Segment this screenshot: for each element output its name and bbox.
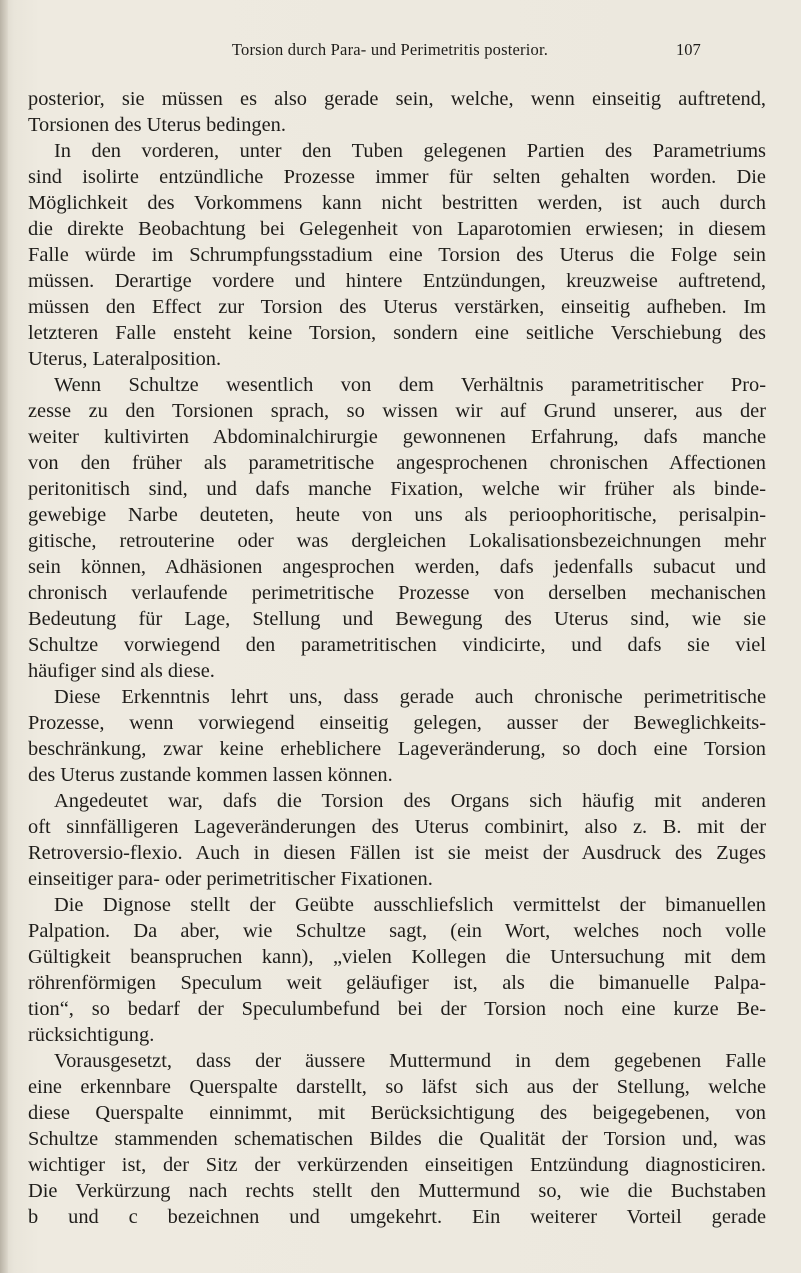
text-line: Diese Erkenntnis lehrt uns, dass gerade auch chronische perimetritische (54, 686, 766, 708)
text-line: Die Verkürzung nach rechts stellt den Muttermund so, wie die Buchstaben (28, 1180, 766, 1202)
text-line: von den früher als parametritische angesprochenen chronischen Affectionen (28, 452, 766, 474)
text-line: oft sinnfälligeren Lageveränderungen des Uterus combinirt, also z. B. mit der (28, 816, 766, 838)
text-line: tion“, so bedarf der Speculumbefund bei der Torsion noch eine kurze Be- (28, 998, 766, 1020)
text-line: sind isolirte entzündliche Prozesse immer für selten gehalten worden. Die (28, 166, 766, 188)
text-line: weiter kultivirten Abdominalchirurgie gewonnenen Erfahrung, dafs manche (28, 426, 766, 448)
text-line: letzteren Falle ensteht keine Torsion, sondern eine seitliche Verschiebung des (28, 322, 766, 344)
text-line: häufiger sind als diese. (28, 660, 215, 682)
text-line: zesse zu den Torsionen sprach, so wissen wir auf Grund unserer, aus der (28, 400, 766, 422)
running-title: Torsion durch Para- und Perimetritis posterior. (231, 40, 549, 59)
text-line: gitische, retrouterine oder was dergleichen Lokalisationsbezeichnungen mehr (28, 530, 766, 552)
text-line: In den vorderen, unter den Tuben gelegenen Partien des Parametriums (54, 140, 766, 162)
body-text (28, 86, 766, 1230)
text-line: Schultze stammenden schematischen Bildes die Qualität der Torsion und, was (28, 1128, 766, 1150)
text-line: Falle würde im Schrumpfungsstadium eine Torsion des Uterus die Folge sein (28, 244, 766, 266)
text-line: Möglichkeit des Vorkommens kann nicht bestritten werden, ist auch durch (28, 192, 766, 214)
text-line: b und c bezeichnen und umgekehrt. Ein weiterer Vorteil gerade (28, 1206, 766, 1228)
text-line: sein können, Adhäsionen angesprochen werden, dafs jedenfalls subacut und (28, 556, 766, 578)
text-line: Die Dignose stellt der Geübte ausschliefslich vermittelst der bimanuellen (54, 894, 766, 916)
text-line: einseitiger para- oder perimetritischer Fixationen. (28, 868, 433, 890)
page-header (0, 40, 801, 70)
text-line: diese Querspalte einnimmt, mit Berücksichtigung des beigegebenen, von (28, 1102, 766, 1124)
text-line: gewebige Narbe deuteten, heute von uns als perioophoritische, perisalpin- (28, 504, 766, 526)
text-line: Vorausgesetzt, dass der äussere Muttermund in dem gegebenen Falle (54, 1050, 766, 1072)
text-line: Uterus, Lateralposition. (28, 348, 222, 370)
text-line: posterior, sie müssen es also gerade sein, welche, wenn einseitig auftretend, (28, 88, 766, 110)
text-line: des Uterus zustande kommen lassen können. (28, 764, 393, 786)
text-line: rücksichtigung. (28, 1024, 155, 1046)
page-gutter-shadow (0, 0, 8, 1273)
text-line: die direkte Beobachtung bei Gelegenheit von Laparotomien erwiesen; in diesem (28, 218, 766, 240)
text-line: wichtiger ist, der Sitz der verkürzenden einseitigen Entzündung diagnosticiren. (28, 1154, 766, 1176)
text-line: Prozesse, wenn vorwiegend einseitig gelegen, ausser der Beweglichkeits- (28, 712, 766, 734)
text-line: Wenn Schultze wesentlich von dem Verhältnis parametritischer Pro- (54, 374, 766, 396)
text-line: Schultze vorwiegend den parametritischen vindicirte, und dafs sie viel (28, 634, 766, 656)
text-line: Palpation. Da aber, wie Schultze sagt, (ein Wort, welches noch volle (28, 920, 766, 942)
page-number: 107 (676, 40, 701, 59)
text-line: müssen. Derartige vordere und hintere Entzündungen, kreuzweise auftretend, (28, 270, 766, 292)
text-line: Gültigkeit beanspruchen kann), „vielen Kollegen die Untersuchung mit dem (28, 946, 766, 968)
text-line: Angedeutet war, dafs die Torsion des Organs sich häufig mit anderen (54, 790, 766, 812)
text-line: röhrenförmigen Speculum weit geläufiger ist, als die bimanuelle Palpa- (28, 972, 766, 994)
text-line: chronisch verlaufende perimetritische Prozesse von derselben mechanischen (28, 582, 766, 604)
text-line: Retroversio-flexio. Auch in diesen Fällen ist sie meist der Ausdruck des Zuges (28, 842, 766, 864)
text-line: müssen den Effect zur Torsion des Uterus verstärken, einseitig aufheben. Im (28, 296, 766, 318)
text-line: beschränkung, zwar keine erheblichere Lageveränderung, so doch eine Torsion (28, 738, 766, 760)
text-line: Bedeutung für Lage, Stellung und Bewegung des Uterus sind, wie sie (28, 608, 766, 630)
text-line: Torsionen des Uterus bedingen. (28, 114, 286, 136)
text-line: peritonitisch sind, und dafs manche Fixation, welche wir früher als binde- (28, 478, 766, 500)
text-line: eine erkennbare Querspalte darstellt, so läfst sich aus der Stellung, welche (28, 1076, 766, 1098)
